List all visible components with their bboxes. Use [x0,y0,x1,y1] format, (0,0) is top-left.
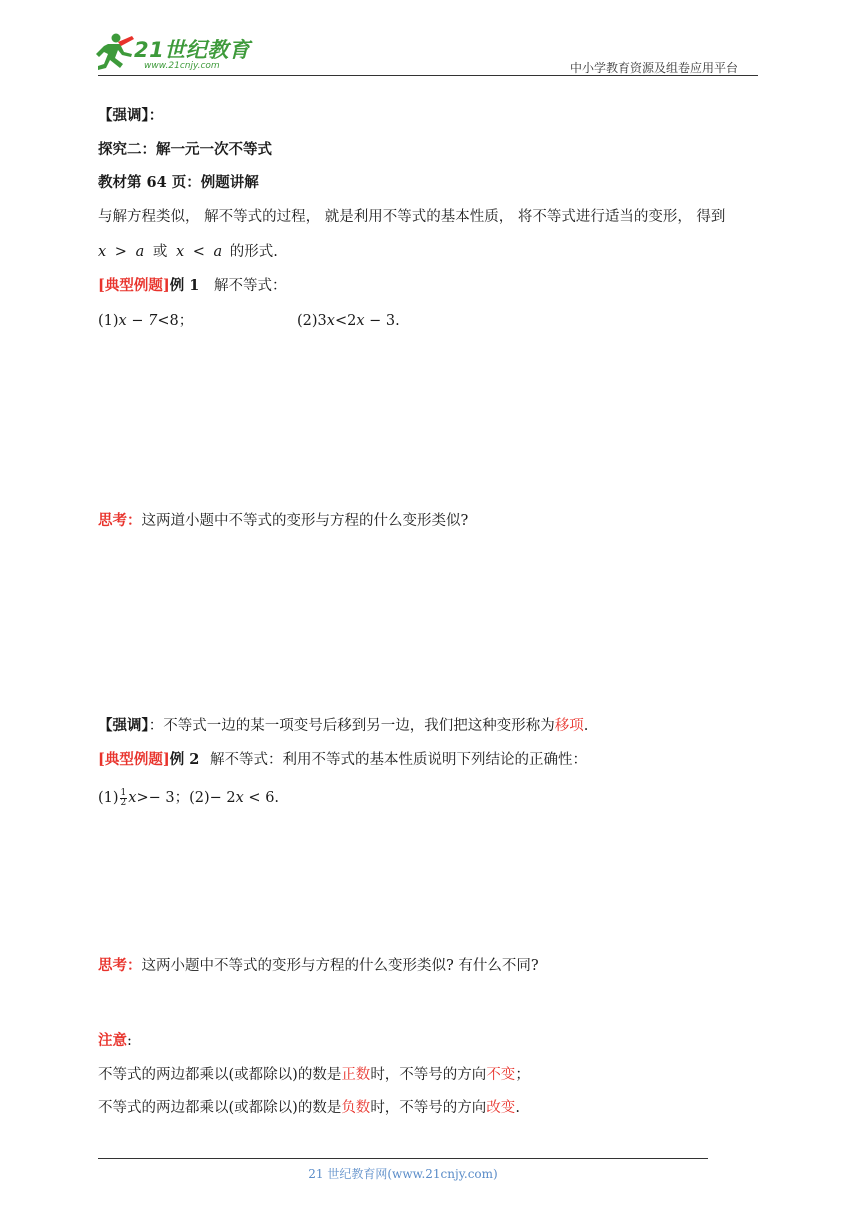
note-highlight: 正数 [341,1067,371,1083]
footer-site-link[interactable]: 21 世纪教育网(www.21cnjy.com) [308,1167,498,1181]
example-number: 例 1 [169,277,200,294]
part-label: (1) [98,790,119,806]
emphasis-text: ：不等式一边的某一项变号后移到另一边，我们把这种变形称为 [148,718,555,734]
logo-url: www.21cnjy.com [144,61,220,71]
math-a2: a [213,244,223,260]
section-title-explore2: 探究二：解一元一次不等式 [98,141,272,158]
example-text: 解不等式：利用不等式的基本性质说明下列结论的正确性： [209,752,587,768]
example-1-heading [98,276,286,296]
note-text: . [515,1100,520,1116]
intro-paragraph: 与解方程类似， 解不等式的过程， 就是利用不等式的基本性质， 将不等式进行适当的变形， 得到 [98,209,726,225]
emphasis-transposition [98,716,588,736]
note-highlight: 不变 [486,1067,516,1083]
think-text: 这两小题中不等式的变形与方程的什么变形类似? 有什么不同? [141,958,539,974]
fraction-numerator: 1 [120,787,127,798]
note-colon: : [127,1033,132,1049]
example-1-part-1 [98,311,193,331]
example-text: 解不等式： [213,278,287,294]
inequality-tail: − 3. [364,313,400,329]
note-rule-positive [98,1065,530,1085]
footer-divider [98,1158,708,1159]
math-a: a [135,244,145,260]
note-heading [98,1031,132,1051]
inequality-mid: <2 [334,313,357,329]
math-x: x [356,313,365,329]
inequality-mid: >− 3；(2)− 2 [136,790,236,806]
part-label: (1) [98,313,119,329]
example-2-parts [98,788,279,808]
note-label: 注意 [98,1032,127,1049]
think-label: 思考： [98,957,142,974]
header-platform-text: 中小学教育资源及组卷应用平台 [570,61,739,75]
inequality-tail: < 6. [243,790,280,806]
note-text: 时，不等号的方向 [370,1067,487,1083]
note-text: ； [515,1067,530,1083]
think-text: 这两道小题中不等式的变形与方程的什么变形类似? [141,513,469,529]
note-text: 时，不等号的方向 [370,1100,487,1116]
note-rule-negative [98,1098,520,1118]
emphasis-heading-1: 【强调】： [98,107,164,124]
site-logo [94,30,264,76]
note-text: 不等式的两边都乘以(或都除以)的数是 [98,1067,342,1083]
math-x2: x [175,244,185,260]
or-word: 或 [152,244,168,260]
math-x: x [235,790,244,806]
example-tag: [典型例题] [98,751,170,768]
math-gt: > [114,244,127,260]
note-text: 不等式的两边都乘以(或都除以)的数是 [98,1100,342,1116]
math-x: x [326,313,335,329]
example-number: 例 2 [169,751,200,768]
note-highlight: 负数 [341,1100,371,1116]
form-tail: 的形式. [229,244,278,260]
think-label: 思考： [98,512,142,529]
emphasis-label: 【强调】 [98,717,149,734]
example-1-part-2 [297,311,400,331]
math-x: x [128,790,137,806]
note-highlight: 改变 [486,1100,516,1116]
think-question-1 [98,511,468,531]
header-divider [98,75,758,76]
logo-text: 21世纪教育 [134,38,251,62]
fraction-denominator: 2 [120,797,127,808]
inequality-expr: x − 7 [118,313,158,329]
inequality-tail: <8； [157,313,194,329]
emphasis-term: 移项 [554,718,584,734]
intro-paragraph-line2 [98,242,278,262]
math-lt: < [192,244,205,260]
think-question-2 [98,956,539,976]
example-2-heading [98,750,587,770]
example-tag: [典型例题] [98,277,170,294]
textbook-reference: 教材第 64 页：例题讲解 [98,174,259,191]
part-label: (2)3 [297,313,327,329]
emphasis-end: . [583,718,589,734]
fraction-one-half [120,789,128,808]
math-x: x [98,244,107,260]
